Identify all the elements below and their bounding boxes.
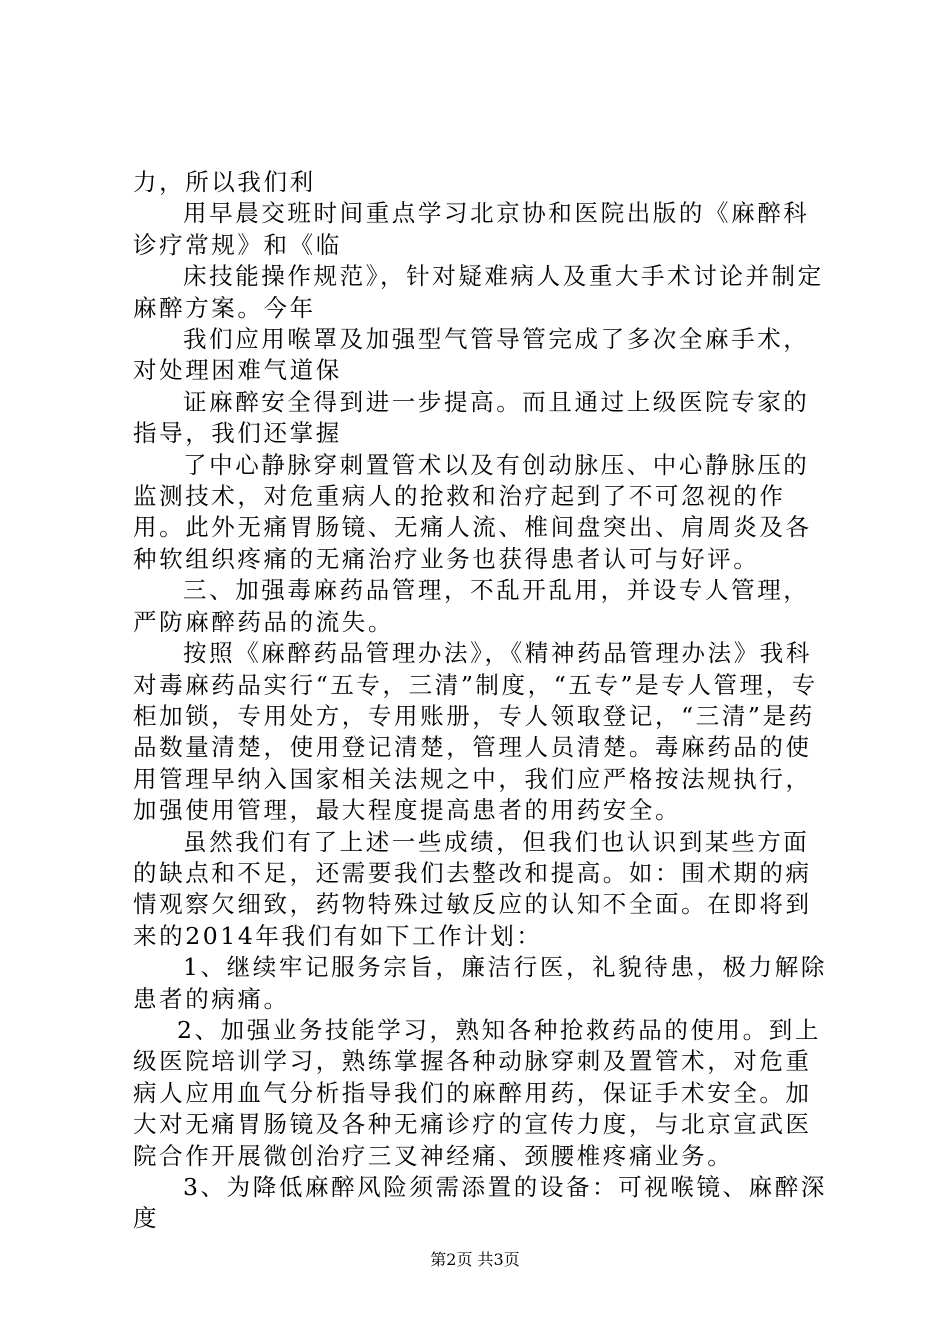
- paragraph-6: 了中心静脉穿刺置管术以及有创动脉压、中心静脉压的监测技术，对危重病人的抢救和治疗起到了不可忽视的作用。此外无痛胃肠镜、无痛人流、椎间盘突出、肩周炎及各种软组织疼痛的无痛治疗业务也获得患者认可与好评。: [133, 450, 812, 573]
- paragraph-9: 虽然我们有了上述一些成绩，但我们也认识到某些方面的缺点和不足，还需要我们去整改和提高。如：围术期的病情观察欠细致，药物特殊过敏反应的认知不全面。在即将到来的2014年我们有如下工作计划：: [133, 827, 812, 950]
- paragraph-12: 3、为降低麻醉风险须需添置的设备：可视喉镜、麻醉深度: [133, 1173, 827, 1233]
- paragraph-8: 按照《麻醉药品管理办法》，《精神药品管理办法》我科对毒麻药品实行“五专，三清”制度，“五专”是专人管理，专柜加锁，专用处方，专用账册，专人领取登记，“三清”是药品数量清楚，使用登记清楚，管理人员清楚。毒麻药品的使用管理早纳入国家相关法规之中，我们应严格按法规执行，加强使用管理，最大程度提高患者的用药安全。: [133, 639, 818, 825]
- paragraph-4: 我们应用喉罩及加强型气管导管完成了多次全麻手术，对处理困难气道保: [133, 325, 810, 385]
- paragraph-2: 用早晨交班时间重点学习北京协和医院出版的《麻醉科诊疗常规》和《临: [133, 199, 810, 259]
- paragraph-5: 证麻醉安全得到进一步提高。而且通过上级医院专家的指导，我们还掌握: [133, 387, 810, 448]
- paragraph-7: 三、加强毒麻药品管理，不乱开乱用，并设专人管理，严防麻醉药品的流失。: [133, 576, 810, 636]
- document-body: [133, 167, 833, 1235]
- paragraph-11: 2、加强业务技能学习，熟知各种抢救药品的使用。到上级医院培训学习，熟练掌握各种动脉穿刺及置管术，对危重病人应用血气分析指导我们的麻醉用药，保证手术安全。加大对无痛胃肠镜及各种无痛诊疗的宣传力度，与北京宣武医院合作开展微创治疗三叉神经痛、颈腰椎疼痛业务。: [133, 1015, 821, 1170]
- paragraph-10: 1、继续牢记服务宗旨，廉洁行医，礼貌待患，极力解除患者的病痛。: [133, 953, 827, 1013]
- paragraph-1: 力，所以我们利: [133, 168, 316, 196]
- page-number-footer: 第2页 共3页: [430, 1250, 520, 1269]
- paragraph-3: 床技能操作规范》，针对疑难病人及重大手术讨论并制定麻醉方案。今年: [133, 262, 824, 322]
